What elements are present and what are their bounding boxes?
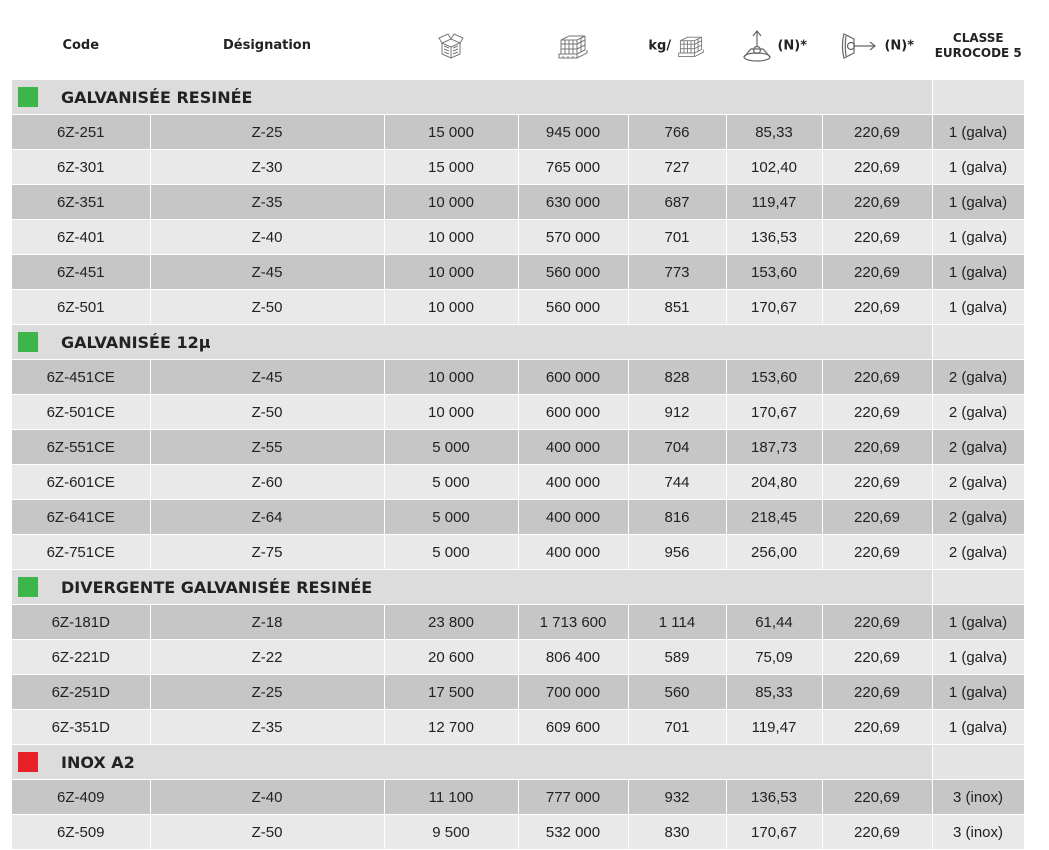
cell-pallet-qty: 532 000 <box>518 815 628 850</box>
cell-designation: Z-40 <box>150 220 384 255</box>
shear-force-icon <box>840 31 880 61</box>
cell-class: 2 (galva) <box>932 395 1024 430</box>
table-body <box>12 80 1024 850</box>
tension-unit: (N)* <box>777 38 808 53</box>
cell-kg-per-pallet: 816 <box>628 500 726 535</box>
table-row <box>12 675 1024 710</box>
cell-class: 1 (galva) <box>932 640 1024 675</box>
cell-designation: Z-30 <box>150 150 384 185</box>
cell-designation: Z-60 <box>150 465 384 500</box>
section-header <box>12 80 1024 115</box>
cell-tension: 119,47 <box>726 185 822 220</box>
cell-class: 1 (galva) <box>932 150 1024 185</box>
cell-kg-per-pallet: 932 <box>628 780 726 815</box>
section-title: DIVERGENTE GALVANISÉE RESINÉE <box>61 578 373 597</box>
cell-designation: Z-50 <box>150 395 384 430</box>
cell-designation: Z-18 <box>150 605 384 640</box>
table-row <box>12 710 1024 745</box>
cell-pallet-qty: 609 600 <box>518 710 628 745</box>
cell-designation: Z-55 <box>150 430 384 465</box>
cell-kg-per-pallet: 956 <box>628 535 726 570</box>
cell-designation: Z-75 <box>150 535 384 570</box>
cell-designation: Z-22 <box>150 640 384 675</box>
cell-class: 1 (galva) <box>932 605 1024 640</box>
section-title-cell <box>12 80 932 115</box>
cell-tension: 85,33 <box>726 675 822 710</box>
cell-class: 3 (inox) <box>932 780 1024 815</box>
cell-box-qty: 5 000 <box>384 500 518 535</box>
cell-designation: Z-64 <box>150 500 384 535</box>
cell-tension: 75,09 <box>726 640 822 675</box>
col-header-pallet <box>518 12 628 80</box>
cell-pallet-qty: 400 000 <box>518 465 628 500</box>
cell-code: 6Z-301 <box>12 150 150 185</box>
cell-pallet-qty: 400 000 <box>518 535 628 570</box>
box-icon <box>436 31 466 61</box>
cell-pallet-qty: 630 000 <box>518 185 628 220</box>
cell-tension: 136,53 <box>726 780 822 815</box>
cell-tension: 187,73 <box>726 430 822 465</box>
cell-shear: 220,69 <box>822 220 932 255</box>
cell-pallet-qty: 765 000 <box>518 150 628 185</box>
table-row <box>12 780 1024 815</box>
section-class-empty-cell <box>932 80 1024 115</box>
section-header <box>12 570 1024 605</box>
cell-tension: 153,60 <box>726 255 822 290</box>
cell-kg-per-pallet: 851 <box>628 290 726 325</box>
cell-designation: Z-35 <box>150 185 384 220</box>
cell-shear: 220,69 <box>822 605 932 640</box>
table-row <box>12 395 1024 430</box>
cell-shear: 220,69 <box>822 780 932 815</box>
cell-shear: 220,69 <box>822 465 932 500</box>
cell-code: 6Z-401 <box>12 220 150 255</box>
table-row <box>12 255 1024 290</box>
cell-box-qty: 5 000 <box>384 535 518 570</box>
cell-box-qty: 10 000 <box>384 395 518 430</box>
cell-kg-per-pallet: 701 <box>628 710 726 745</box>
cell-pallet-qty: 560 000 <box>518 255 628 290</box>
pallet-icon <box>556 31 590 61</box>
cell-code: 6Z-551CE <box>12 430 150 465</box>
col-header-shear <box>822 12 932 80</box>
cell-code: 6Z-451 <box>12 255 150 290</box>
table-row <box>12 220 1024 255</box>
table-row <box>12 290 1024 325</box>
table-row <box>12 430 1024 465</box>
cell-pallet-qty: 570 000 <box>518 220 628 255</box>
cell-code: 6Z-451CE <box>12 360 150 395</box>
pull-out-force-icon <box>741 29 773 63</box>
col-header-class <box>932 12 1024 80</box>
cell-tension: 218,45 <box>726 500 822 535</box>
table-row <box>12 815 1024 850</box>
pallet-icon <box>676 32 706 60</box>
section-title: GALVANISÉE RESINÉE <box>61 88 253 107</box>
cell-shear: 220,69 <box>822 115 932 150</box>
cell-box-qty: 10 000 <box>384 255 518 290</box>
cell-designation: Z-35 <box>150 710 384 745</box>
cell-box-qty: 10 000 <box>384 360 518 395</box>
col-header-designation: Désignation <box>150 12 384 80</box>
cell-shear: 220,69 <box>822 710 932 745</box>
product-spec-table <box>12 12 1025 850</box>
green-square-marker <box>18 332 38 352</box>
cell-box-qty: 23 800 <box>384 605 518 640</box>
cell-tension: 85,33 <box>726 115 822 150</box>
cell-shear: 220,69 <box>822 815 932 850</box>
table-row <box>12 360 1024 395</box>
cell-code: 6Z-641CE <box>12 500 150 535</box>
cell-box-qty: 10 000 <box>384 220 518 255</box>
table-row <box>12 465 1024 500</box>
cell-class: 2 (galva) <box>932 500 1024 535</box>
cell-class: 1 (galva) <box>932 675 1024 710</box>
cell-class: 2 (galva) <box>932 465 1024 500</box>
cell-box-qty: 15 000 <box>384 150 518 185</box>
cell-designation: Z-45 <box>150 255 384 290</box>
cell-class: 2 (galva) <box>932 360 1024 395</box>
cell-tension: 204,80 <box>726 465 822 500</box>
section-class-empty-cell <box>932 570 1024 605</box>
cell-designation: Z-40 <box>150 780 384 815</box>
table-row <box>12 535 1024 570</box>
cell-tension: 102,40 <box>726 150 822 185</box>
section-header <box>12 745 1024 780</box>
table-row <box>12 605 1024 640</box>
col-header-kg-per-pallet <box>628 12 726 80</box>
section-title-cell <box>12 570 932 605</box>
cell-class: 1 (galva) <box>932 290 1024 325</box>
cell-pallet-qty: 560 000 <box>518 290 628 325</box>
cell-kg-per-pallet: 701 <box>628 220 726 255</box>
cell-box-qty: 12 700 <box>384 710 518 745</box>
cell-box-qty: 11 100 <box>384 780 518 815</box>
cell-pallet-qty: 1 713 600 <box>518 605 628 640</box>
cell-kg-per-pallet: 1 114 <box>628 605 726 640</box>
cell-class: 1 (galva) <box>932 220 1024 255</box>
cell-designation: Z-25 <box>150 115 384 150</box>
cell-kg-per-pallet: 830 <box>628 815 726 850</box>
cell-kg-per-pallet: 589 <box>628 640 726 675</box>
cell-code: 6Z-251 <box>12 115 150 150</box>
section-title-cell <box>12 325 932 360</box>
table-row <box>12 640 1024 675</box>
cell-code: 6Z-251D <box>12 675 150 710</box>
cell-code: 6Z-509 <box>12 815 150 850</box>
cell-box-qty: 5 000 <box>384 430 518 465</box>
cell-tension: 136,53 <box>726 220 822 255</box>
cell-code: 6Z-351 <box>12 185 150 220</box>
red-square-marker <box>18 752 38 772</box>
cell-box-qty: 17 500 <box>384 675 518 710</box>
cell-shear: 220,69 <box>822 185 932 220</box>
cell-tension: 153,60 <box>726 360 822 395</box>
section-class-empty-cell <box>932 325 1024 360</box>
cell-tension: 61,44 <box>726 605 822 640</box>
section-title-cell <box>12 745 932 780</box>
cell-class: 2 (galva) <box>932 430 1024 465</box>
cell-tension: 170,67 <box>726 290 822 325</box>
cell-shear: 220,69 <box>822 395 932 430</box>
cell-code: 6Z-501 <box>12 290 150 325</box>
cell-pallet-qty: 806 400 <box>518 640 628 675</box>
cell-kg-per-pallet: 828 <box>628 360 726 395</box>
cell-kg-per-pallet: 744 <box>628 465 726 500</box>
kg-prefix: kg/ <box>648 38 672 53</box>
cell-code: 6Z-501CE <box>12 395 150 430</box>
table-row <box>12 115 1024 150</box>
cell-class: 1 (galva) <box>932 710 1024 745</box>
cell-designation: Z-25 <box>150 675 384 710</box>
cell-designation: Z-50 <box>150 815 384 850</box>
cell-shear: 220,69 <box>822 255 932 290</box>
cell-tension: 170,67 <box>726 395 822 430</box>
col-header-box <box>384 12 518 80</box>
cell-box-qty: 9 500 <box>384 815 518 850</box>
cell-class: 2 (galva) <box>932 535 1024 570</box>
cell-box-qty: 5 000 <box>384 465 518 500</box>
cell-shear: 220,69 <box>822 360 932 395</box>
header-row <box>12 12 1024 80</box>
cell-kg-per-pallet: 773 <box>628 255 726 290</box>
section-class-empty-cell <box>932 745 1024 780</box>
cell-pallet-qty: 400 000 <box>518 430 628 465</box>
cell-code: 6Z-751CE <box>12 535 150 570</box>
cell-kg-per-pallet: 766 <box>628 115 726 150</box>
cell-code: 6Z-221D <box>12 640 150 675</box>
cell-class: 3 (inox) <box>932 815 1024 850</box>
cell-tension: 170,67 <box>726 815 822 850</box>
cell-shear: 220,69 <box>822 535 932 570</box>
cell-shear: 220,69 <box>822 500 932 535</box>
section-header <box>12 325 1024 360</box>
cell-code: 6Z-601CE <box>12 465 150 500</box>
col-header-code: Code <box>12 12 150 80</box>
cell-pallet-qty: 777 000 <box>518 780 628 815</box>
cell-box-qty: 20 600 <box>384 640 518 675</box>
cell-kg-per-pallet: 727 <box>628 150 726 185</box>
cell-designation: Z-45 <box>150 360 384 395</box>
cell-shear: 220,69 <box>822 675 932 710</box>
cell-tension: 119,47 <box>726 710 822 745</box>
cell-class: 1 (galva) <box>932 115 1024 150</box>
table-row <box>12 185 1024 220</box>
cell-shear: 220,69 <box>822 150 932 185</box>
class-header-line1: CLASSE <box>952 30 1004 45</box>
green-square-marker <box>18 87 38 107</box>
section-title: INOX A2 <box>61 753 135 772</box>
cell-designation: Z-50 <box>150 290 384 325</box>
section-title: GALVANISÉE 12µ <box>61 333 211 352</box>
cell-box-qty: 10 000 <box>384 290 518 325</box>
cell-kg-per-pallet: 687 <box>628 185 726 220</box>
cell-pallet-qty: 600 000 <box>518 360 628 395</box>
cell-box-qty: 15 000 <box>384 115 518 150</box>
green-square-marker <box>18 577 38 597</box>
cell-class: 1 (galva) <box>932 255 1024 290</box>
cell-box-qty: 10 000 <box>384 185 518 220</box>
cell-kg-per-pallet: 912 <box>628 395 726 430</box>
cell-kg-per-pallet: 560 <box>628 675 726 710</box>
class-header-line2: EUROCODE 5 <box>934 45 1022 60</box>
cell-class: 1 (galva) <box>932 185 1024 220</box>
cell-code: 6Z-351D <box>12 710 150 745</box>
cell-code: 6Z-409 <box>12 780 150 815</box>
shear-unit: (N)* <box>884 38 915 53</box>
table-row <box>12 150 1024 185</box>
cell-pallet-qty: 945 000 <box>518 115 628 150</box>
col-header-tension <box>726 12 822 80</box>
cell-shear: 220,69 <box>822 640 932 675</box>
cell-code: 6Z-181D <box>12 605 150 640</box>
cell-shear: 220,69 <box>822 290 932 325</box>
cell-kg-per-pallet: 704 <box>628 430 726 465</box>
cell-pallet-qty: 600 000 <box>518 395 628 430</box>
cell-tension: 256,00 <box>726 535 822 570</box>
cell-pallet-qty: 400 000 <box>518 500 628 535</box>
table-row <box>12 500 1024 535</box>
cell-pallet-qty: 700 000 <box>518 675 628 710</box>
cell-shear: 220,69 <box>822 430 932 465</box>
